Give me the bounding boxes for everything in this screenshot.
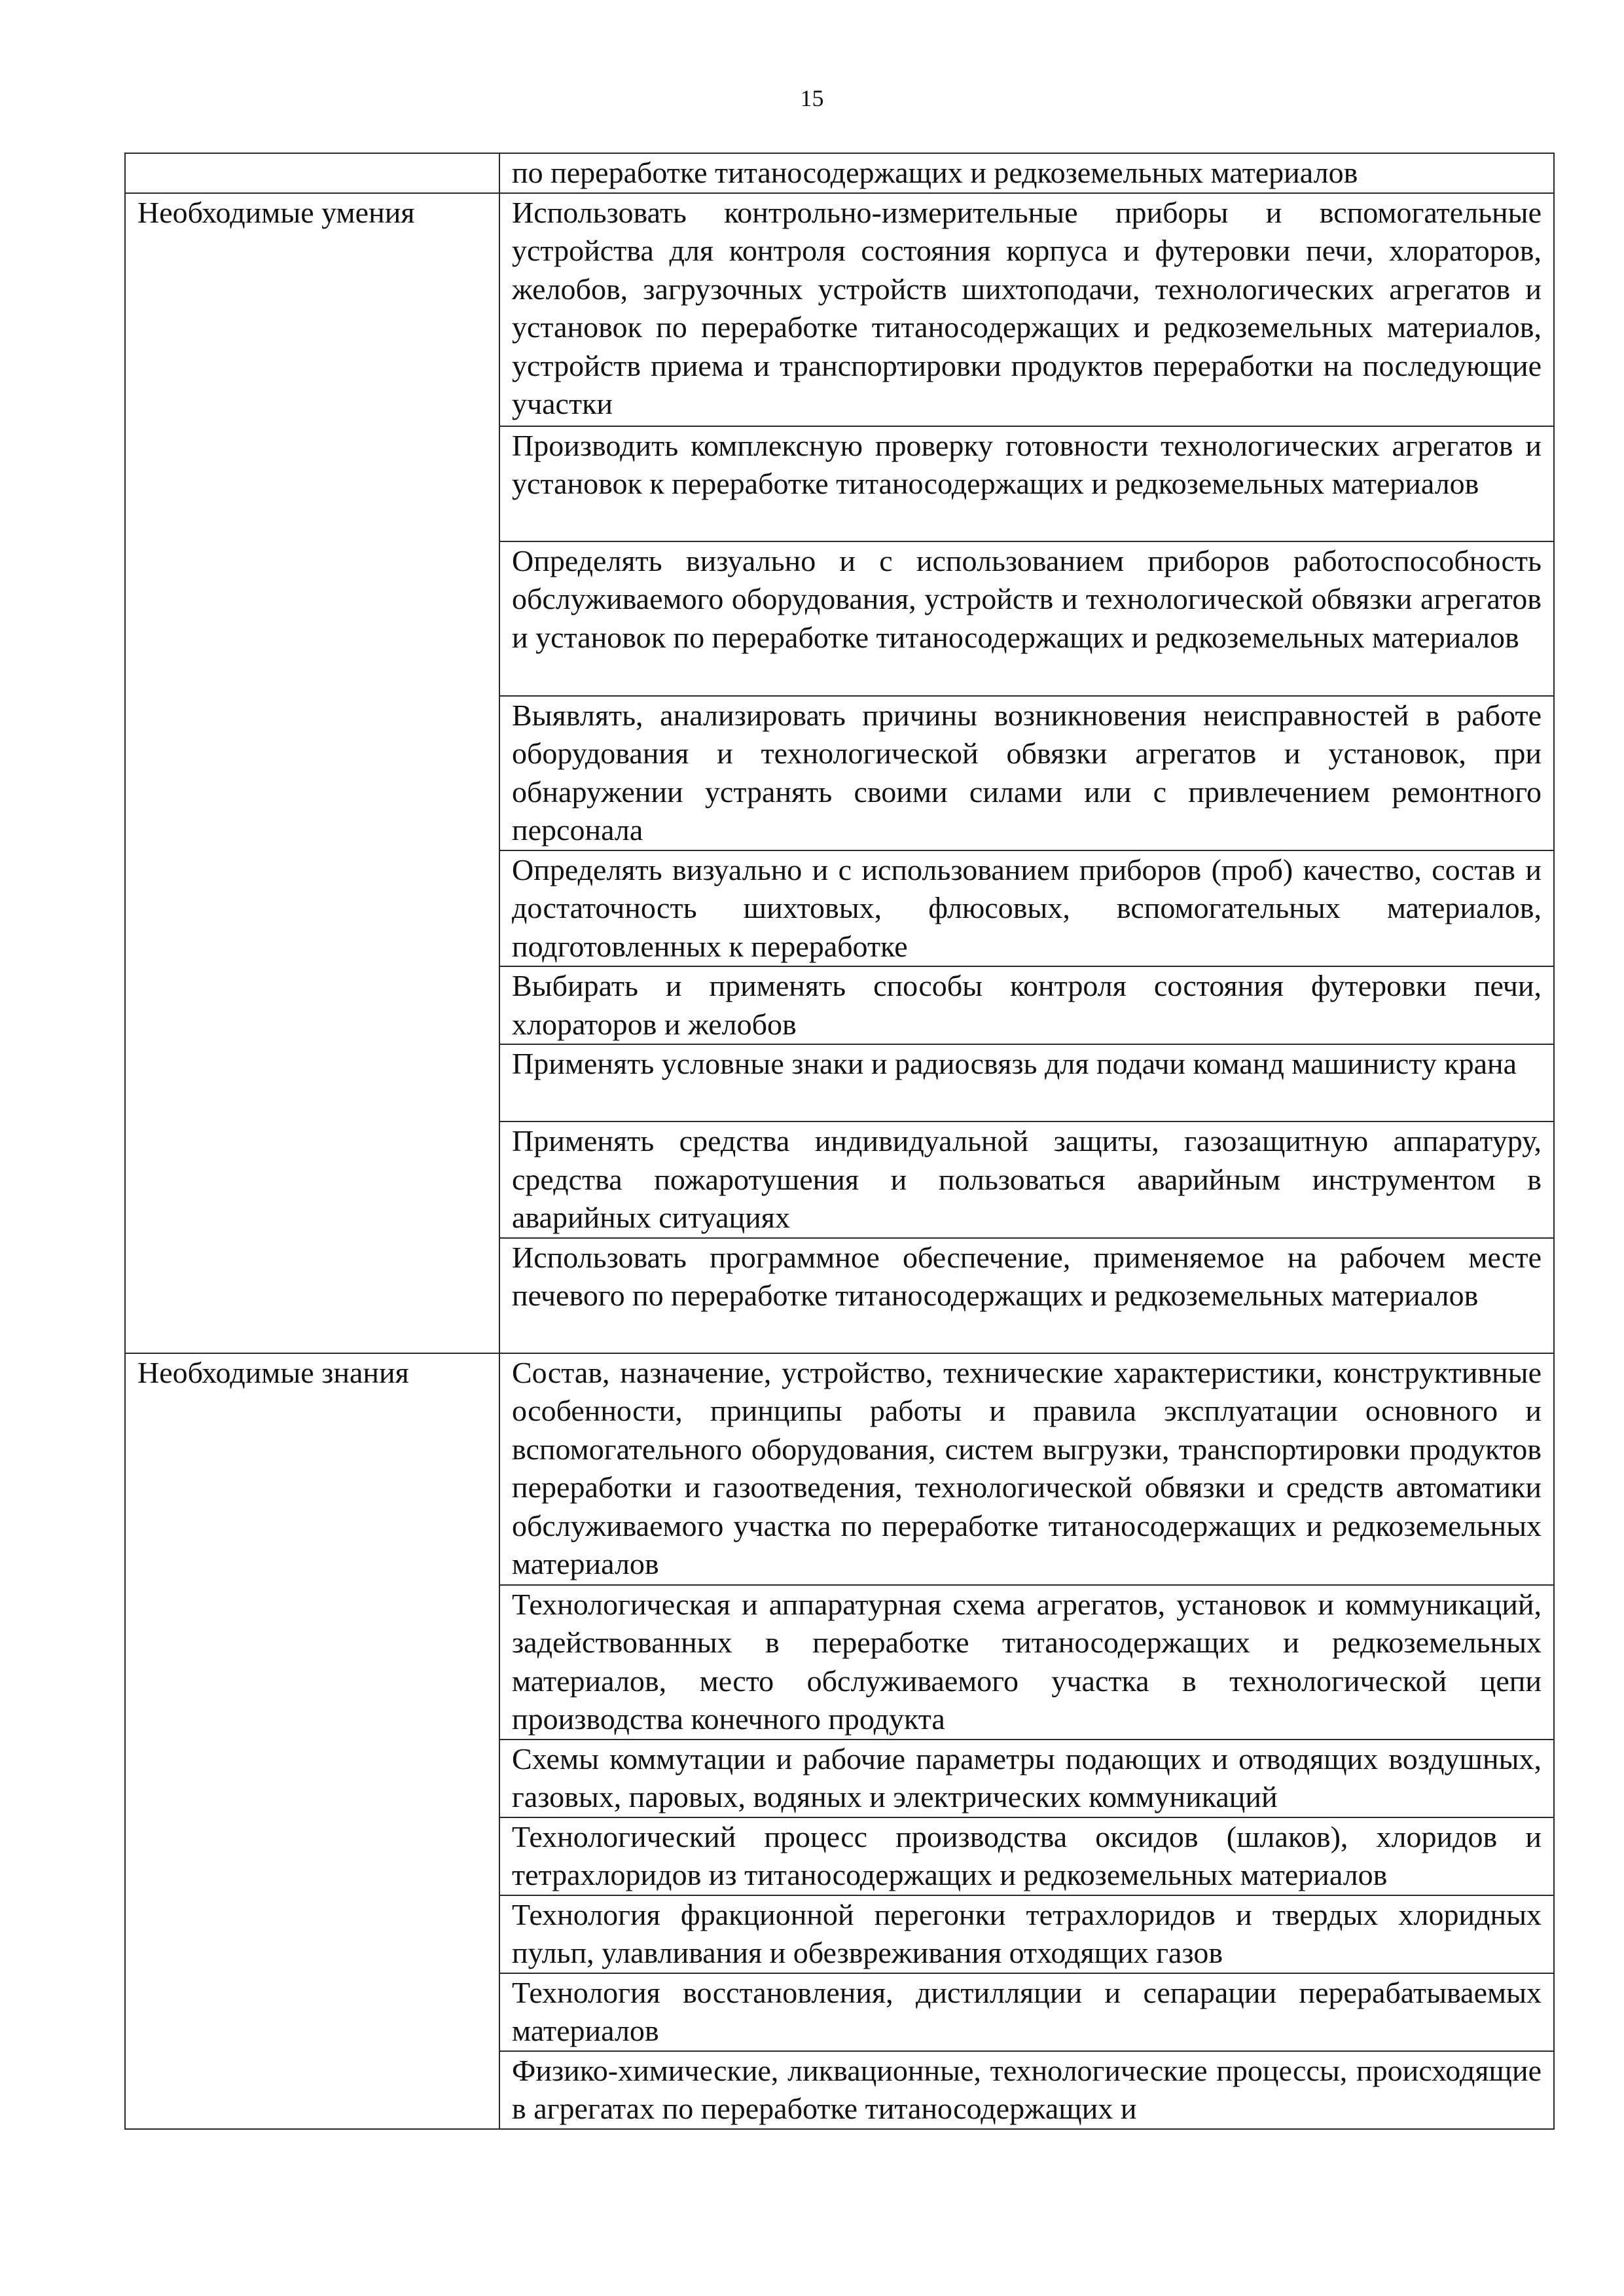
skill-item: Определять визуально и с использованием приборов (проб) качество, состав и достаточность шихтовых, флюсовых, вспомогательных материалов, подготовленных к переработке xyxy=(499,850,1554,967)
table-row xyxy=(125,193,1554,426)
skill-item: Применять условные знаки и радиосвязь для подачи команд машинисту крана xyxy=(499,1044,1554,1121)
skill-item: Выбирать и применять способы контроля состояния футеровки печи, хлораторов и желобов xyxy=(499,966,1554,1044)
knowledge-item: Физико-химические, ликвационные, технологические процессы, происходящие в агрегатах по переработке титаносодержащих и xyxy=(499,2051,1554,2129)
skill-item: Производить комплексную проверку готовности технологических агрегатов и установок к переработке титаносодержащих и редкоземельных материалов xyxy=(499,426,1554,541)
skills-label-cell: Необходимые умения xyxy=(125,193,499,1353)
empty-label-cell xyxy=(125,153,499,193)
knowledge-item: Состав, назначение, устройство, технические характеристики, конструктивные особенности, принципы работы и правила эксплуатации основного и вспомогательного оборудования, систем выгрузки, транспортировки продуктов переработки и газоотведения, технологической обвязки и средств автоматики обслуживаемого участка по переработке титаносодержащих и редкоземельных материалов xyxy=(499,1353,1554,1585)
skill-item: Определять визуально и с использованием приборов работоспособность обслуживаемого оборудования, устройств и технологической обвязки агрегатов и установок по переработке титаносодержащих и редкоземельных материалов xyxy=(499,541,1554,696)
knowledge-item: Технология восстановления, дистилляции и сепарации перерабатываемых материалов xyxy=(499,1973,1554,2051)
continuation-cell: по переработке титаносодержащих и редкоземельных материалов xyxy=(499,153,1554,193)
knowledge-item: Схемы коммутации и рабочие параметры подающих и отводящих воздушных, газовых, паровых, водяных и электрических коммуникаций xyxy=(499,1740,1554,1817)
table-row xyxy=(125,1353,1554,1585)
knowledge-item: Технологическая и аппаратурная схема агрегатов, установок и коммуникаций, задействованных в переработке титаносодержащих и редкоземельных материалов, место обслуживаемого участка в технологической цепи производства конечного продукта xyxy=(499,1585,1554,1740)
requirements-table xyxy=(124,153,1555,2130)
skill-item: Применять средства индивидуальной защиты, газозащитную аппаратуру, средства пожаротушения и пользоваться аварийным инструментом в аварийных ситуациях xyxy=(499,1121,1554,1238)
knowledge-item: Технологический процесс производства оксидов (шлаков), хлоридов и тетрахлоридов из титаносодержащих и редкоземельных материалов xyxy=(499,1817,1554,1895)
skill-item: Использовать программное обеспечение, применяемое на рабочем месте печевого по переработке титаносодержащих и редкоземельных материалов xyxy=(499,1238,1554,1353)
knowledge-item: Технология фракционной перегонки тетрахлоридов и твердых хлоридных пульп, улавливания и обезвреживания отходящих газов xyxy=(499,1895,1554,1973)
page-number: 15 xyxy=(800,85,824,111)
table-row xyxy=(125,153,1554,193)
skill-item: Выявлять, анализировать причины возникновения неисправностей в работе оборудования и технологической обвязки агрегатов и установок, при обнаружении устранять своими силами или с привлечением ремонтного персонала xyxy=(499,696,1554,850)
skill-item: Использовать контрольно-измерительные приборы и вспомогательные устройства для контроля состояния корпуса и футеровки печи, хлораторов, желобов, загрузочных устройств шихтоподачи, технологических агрегатов и установок по переработке титаносодержащих и редкоземельных материалов, устройств приема и транспортировки продуктов переработки на последующие участки xyxy=(499,193,1554,426)
knowledge-label-cell: Необходимые знания xyxy=(125,1353,499,2129)
